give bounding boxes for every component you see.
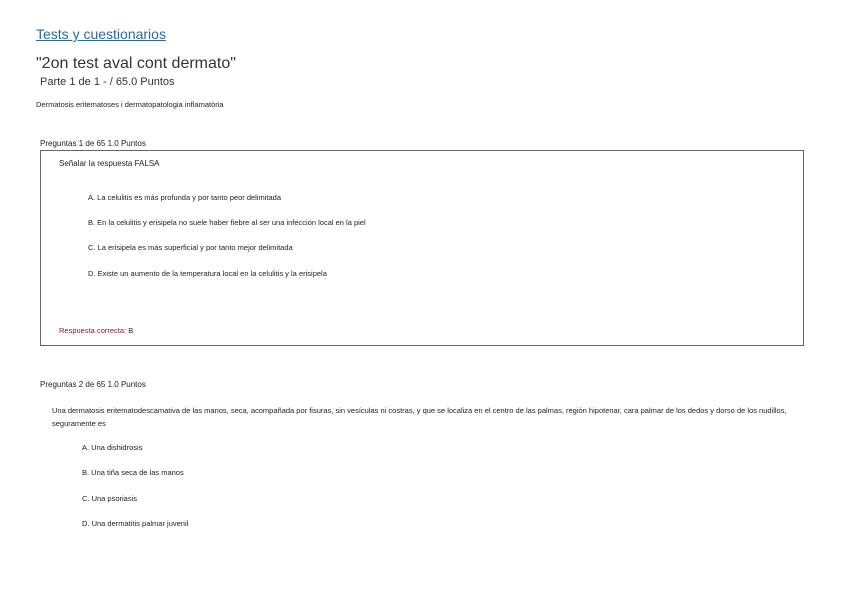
question-2-option-d[interactable]: D. Una dermatitis palmar juvenil: [82, 519, 189, 528]
question-1-option-c[interactable]: C. La erisipela es más superficial y por tanto mejor delimitada: [88, 243, 293, 252]
question-1-option-a[interactable]: A. La celulitis es más profunda y por tanto peor delimitada: [88, 193, 282, 202]
part-info: Parte 1 de 1 - / 65.0 Puntos: [40, 76, 175, 88]
question-1-box: [40, 150, 804, 346]
section-description: Dermatosis eritematoses i dermatopatologia inflamatòria: [36, 100, 224, 109]
question-1-option-d[interactable]: D. Existe un aumento de la temperatura local en la celulitis y la erisipela: [88, 269, 327, 278]
page-title: "2on test aval cont dermato": [36, 55, 236, 72]
question-1-option-b[interactable]: B. En la celulitis y erisipela no suele haber fiebre al ser una infección local en la piel: [88, 218, 366, 227]
question-1-answer: [59, 326, 133, 335]
answer-value: : B: [124, 326, 134, 335]
breadcrumb-link[interactable]: Tests y cuestionarios: [36, 26, 166, 42]
answer-label: Respuesta correcta: [59, 326, 125, 335]
question-2-option-c[interactable]: C. Una psoriasis: [82, 494, 138, 503]
question-1-text: Señalar la respuesta FALSA: [59, 159, 160, 168]
question-2-option-b[interactable]: B. Una tiña seca de las manos: [82, 468, 184, 477]
question-1-header: Preguntas 1 de 65 1.0 Puntos: [40, 139, 146, 148]
question-2-text: Una dermatosis eritematodescamativa de las manos, seca, acompañada por fisuras, sin vesículas ni costras, y que se localiza en el centro de las palmas, región hipotenar, cara palmar de los dedos y dorso de los nudillos, seguramente es: [52, 406, 787, 428]
question-2-header: Preguntas 2 de 65 1.0 Puntos: [40, 380, 146, 389]
question-2-option-a[interactable]: A. Una dishidrosis: [82, 443, 143, 452]
